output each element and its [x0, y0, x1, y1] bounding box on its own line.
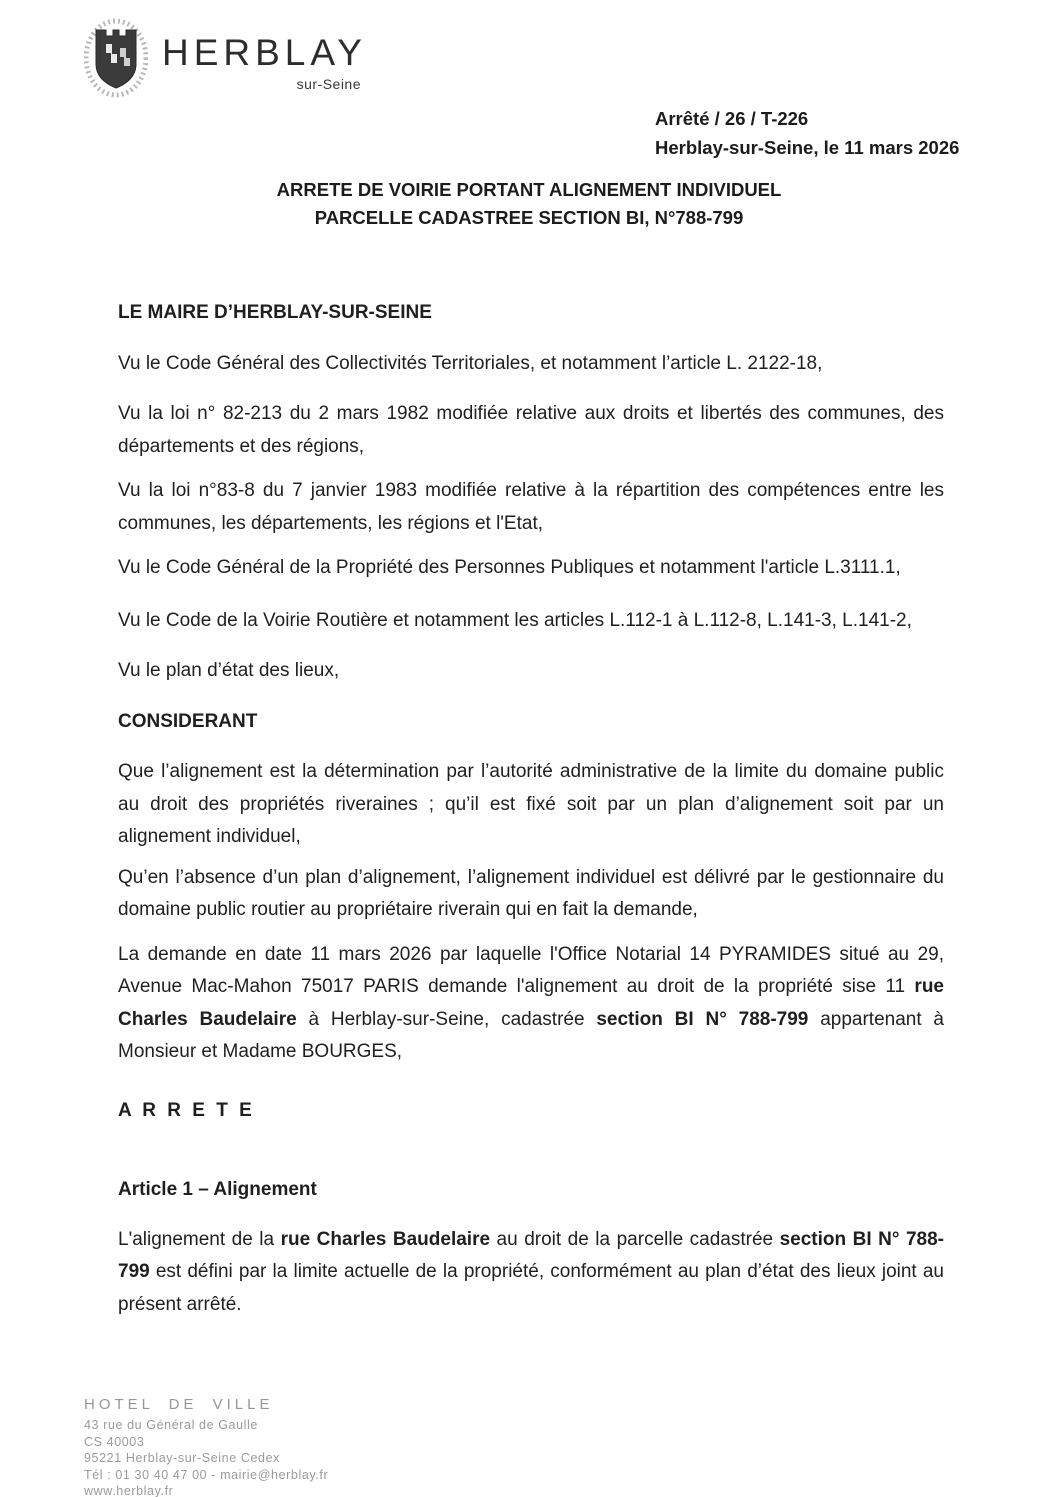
considerant-heading: CONSIDERANT [118, 710, 258, 732]
footer-address-line: 43 rue du Général de Gaulle [84, 1418, 258, 1432]
considerant-paragraph: Qu’en l’absence d’un plan d’alignement, l’alignement individuel est délivré par le gestionnaire du domaine public routier au propriétaire riverain qui en fait la demande, [118, 866, 944, 920]
footer-title: HOTEL DE VILLE [84, 1396, 274, 1413]
vu-paragraph: Vu le Code Général de la Propriété des Personnes Publiques et notamment l'article L.3111.1, [118, 557, 901, 578]
document-meta [655, 104, 959, 162]
vu-paragraph: Vu la loi n°83-8 du 7 janvier 1983 modifiée relative à la répartition des compétences entre les communes, les départements, les régions et l'Etat, [118, 480, 944, 534]
footer-address-line: CS 40003 [84, 1434, 145, 1449]
considerant-paragraph: Que l’alignement est la détermination par l’autorité administrative de la limite du domaine public au droit des propriétés riveraines ; qu’il est fixé soit par un plan d’alignement soit par un alignement individuel, [118, 761, 944, 847]
document-title [0, 176, 1058, 232]
logo-subtitle: sur-Seine [296, 76, 361, 92]
demande-paragraph: La demande en date 11 mars 2026 par laquelle l'Office Notarial 14 PYRAMIDES situé au 29, Avenue Mac-Mahon 75017 PARIS demande l'alignement au droit de la propriété sise 11 rue Charles Baudelaire à Herblay-sur-Seine, cadastrée section BI N° 788-799 appartenant à Monsieur et Madame BOURGES, [118, 943, 944, 1062]
vu-paragraph: Vu la loi n° 82-213 du 2 mars 1982 modifiée relative aux droits et libertés des communes, des départements et des régions, [118, 403, 944, 457]
vu-paragraph: Vu le plan d’état des lieux, [118, 660, 340, 681]
meta-place-date: Herblay-sur-Seine, le 11 mars 2026 [655, 137, 960, 158]
footer [84, 1396, 328, 1497]
vu-paragraph: Vu le Code de la Voirie Routière et notamment les articles L.112-1 à L.112-8, L.141-3, L.141-2, [118, 609, 912, 631]
vu-paragraph: Vu le Code Général des Collectivités Territoriales, et notamment l’article L. 2122-18, [118, 352, 823, 374]
arrete-heading: A R R E T E [118, 1099, 255, 1121]
footer-contact-line: Tél : 01 30 40 47 00 - mairie@herblay.fr [84, 1467, 329, 1482]
logo [84, 18, 367, 98]
document-body [118, 297, 944, 1339]
article1-heading: Article 1 – Alignement [118, 1179, 317, 1200]
coat-of-arms-icon [84, 18, 148, 98]
article1-paragraph: L'alignement de la rue Charles Baudelaire au droit de la parcelle cadastrée section BI N° 788-799 est défini par la limite actuelle de la propriété, conformément au plan d’état des lieux joint au présent arrêté. [118, 1228, 945, 1315]
title-line1: ARRETE DE VOIRIE PORTANT ALIGNEMENT INDIVIDUEL [276, 179, 782, 200]
footer-address-line: 95221 Herblay-sur-Seine Cedex [84, 1451, 280, 1465]
maire-heading: LE MAIRE D’HERBLAY-SUR-SEINE [118, 302, 432, 323]
footer-website: www.herblay.fr [84, 1484, 174, 1497]
logo-wordmark: HERBLAY [162, 32, 367, 73]
meta-reference: Arrêté / 26 / T-226 [655, 108, 809, 129]
title-line2: PARCELLE CADASTREE SECTION BI, N°788-799 [314, 207, 744, 228]
